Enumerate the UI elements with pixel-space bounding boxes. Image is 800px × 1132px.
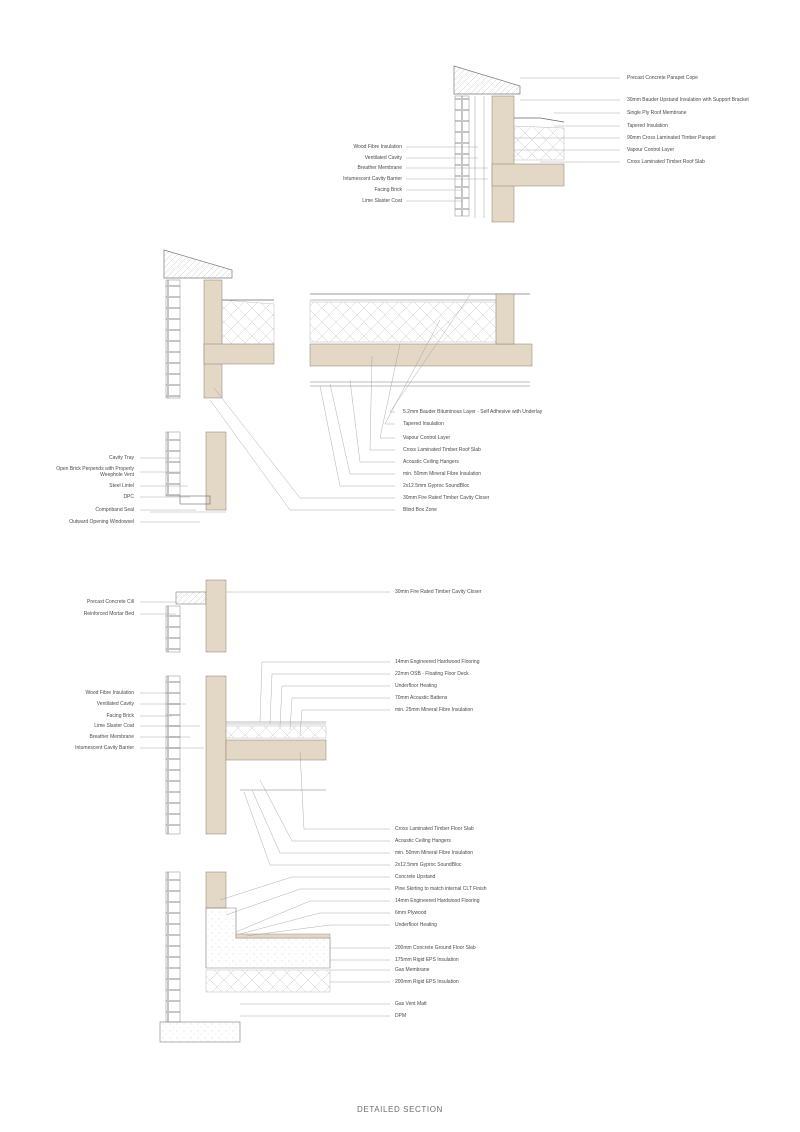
label-concrete-upstand: Concrete Upstand xyxy=(395,874,436,880)
brick-outer-leaf xyxy=(455,96,469,216)
label-dpc: DPC xyxy=(123,494,134,500)
label-eps-175: 175mm Rigid EPS Insulation xyxy=(395,957,459,963)
label-precast-cill: Precast Concrete Cill xyxy=(87,599,134,605)
roof-wall-detail xyxy=(164,250,274,398)
label-eps-200: 200mm Rigid EPS Insulation xyxy=(395,979,459,985)
label-tapered-insulation: Tapered Insulation xyxy=(627,123,668,129)
label-upstand-insulation: 30mm Bauder Upstand Insulation with Support Bracket xyxy=(627,97,749,103)
label-clt-roof-slab: Cross Laminated Timber Roof Slab xyxy=(627,159,705,165)
label-floor-ventilated-cavity: Ventilated Cavity xyxy=(96,701,134,707)
label-floor-breather: Breather Membrane xyxy=(89,734,134,740)
sheet-caption: DETAILED SECTION xyxy=(357,1105,443,1114)
label-roof-clt-slab: Cross Laminated Timber Roof Slab xyxy=(403,447,481,453)
label-blind-box-zone: Blind Box Zone xyxy=(403,507,437,513)
label-mortar-bed: Reinforced Mortar Bed xyxy=(83,611,134,617)
label-floor-facing-brick: Facing Brick xyxy=(106,713,134,719)
label-wood-fibre-insulation: Wood Fibre Insulation xyxy=(353,144,402,150)
roof-long-section xyxy=(310,294,532,386)
label-ground-underfloor-heating: Underfloor Heating xyxy=(395,922,437,928)
label-floor-mineral-50: min. 50mm Mineral Fibre Insulation xyxy=(395,850,474,856)
window-sill-detail xyxy=(166,580,226,652)
label-roof-ceiling-hangers: Acoustic Ceiling Hangers xyxy=(403,459,459,465)
label-sill-cavity-closer: 30mm Fire Rated Timber Cavity Closer xyxy=(395,589,482,595)
parapet-cope xyxy=(454,66,520,94)
label-facing-brick: Facing Brick xyxy=(374,187,402,193)
label-roof-membrane: Single Ply Roof Membrane xyxy=(627,110,687,116)
parapet-detail xyxy=(454,66,564,222)
label-ground-hardwood: 14mm Engineered Hardwood Flooring xyxy=(395,898,480,904)
label-floor-soundbloc: 2x12.5mm Gyproc SoundBloc xyxy=(395,862,462,868)
label-precast-cope: Precast Concrete Parapet Cope xyxy=(627,75,698,81)
label-floor-ceiling-hangers: Acoustic Ceiling Hangers xyxy=(395,838,451,844)
label-compriband-seal: Compriband Seal xyxy=(95,507,134,513)
label-clt-floor-slab: Cross Laminated Timber Floor Slab xyxy=(395,826,474,832)
ground-floor-detail xyxy=(160,872,330,1042)
label-gas-membrane: Gas Membrane xyxy=(395,967,430,973)
label-underfloor-heating: Underfloor Heating xyxy=(395,683,437,689)
clt-roof-slab xyxy=(310,344,532,366)
label-steel-lintel: Steel Lintel xyxy=(109,483,134,489)
label-vapour-control: Vapour Control Layer xyxy=(627,147,675,153)
label-intumescent-barrier: Intumescent Cavity Barrier xyxy=(343,176,402,182)
label-floor-wood-fibre: Wood Fibre Insulation xyxy=(85,690,134,696)
label-floor-lime-coat: Lime Slaster Coat xyxy=(94,723,134,729)
label-hardwood-flooring: 14mm Engineered Hardwood Flooring xyxy=(395,659,480,665)
label-floor-intumescent: Intumescent Cavity Barrier xyxy=(75,745,134,751)
label-dpm: DPM xyxy=(395,1013,407,1019)
label-breather-membrane: Breather Membrane xyxy=(357,165,402,171)
roof-parapet-cope xyxy=(164,250,232,278)
label-roof-mineral-fibre: min. 50mm Mineral Fibre Insulation xyxy=(403,471,482,477)
label-roof-cavity-closer: 30mm Fire Rated Timber Cavity Closer xyxy=(403,495,490,501)
label-osb-deck: 22mm OSB - Floating Floor Deck xyxy=(395,671,469,677)
label-roof-tapered-insulation: Tapered Insulation xyxy=(403,421,444,427)
intermediate-floor-detail xyxy=(166,676,326,834)
label-windowsel: Outward Opening Windowsel xyxy=(69,519,134,525)
label-ventilated-cavity: Ventilated Cavity xyxy=(364,155,402,161)
label-open-perpends: Open Brick Perpends with Properly Weephole Vent xyxy=(56,466,134,478)
label-pine-skirting: Pine Skirting to match internal CLT Finish xyxy=(395,886,487,892)
clt-floor-slab xyxy=(226,740,326,760)
label-gas-vent-matt: Gas Vent Matt xyxy=(395,1001,427,1007)
label-cavity-tray: Cavity Tray xyxy=(108,455,134,461)
label-roof-soundbloc: 2x12.5mm Gyproc SoundBloc xyxy=(403,483,470,489)
label-lime-coat: Lime Slaster Coat xyxy=(362,198,402,204)
clt-parapet-wall xyxy=(492,96,514,222)
label-acoustic-battens: 70mm Acoustic Battens xyxy=(395,695,448,701)
label-bituminous-layer: 5.2mm Bauder Bituminous Layer - Self Adhesive with Underlay xyxy=(403,409,543,415)
roof-slab-parapet xyxy=(492,164,564,186)
label-ground-slab: 200mm Concrete Ground Floor Slab xyxy=(395,945,476,951)
label-plywood: 6mm Plywood xyxy=(395,910,427,916)
label-floor-mineral-fibre: min. 25mm Mineral Fibre Insulation xyxy=(395,707,474,713)
label-roof-vapour-control: Vapour Control Layer xyxy=(403,435,451,441)
label-clt-parapet: 90mm Cross Laminated Timber Parapet xyxy=(627,135,716,141)
